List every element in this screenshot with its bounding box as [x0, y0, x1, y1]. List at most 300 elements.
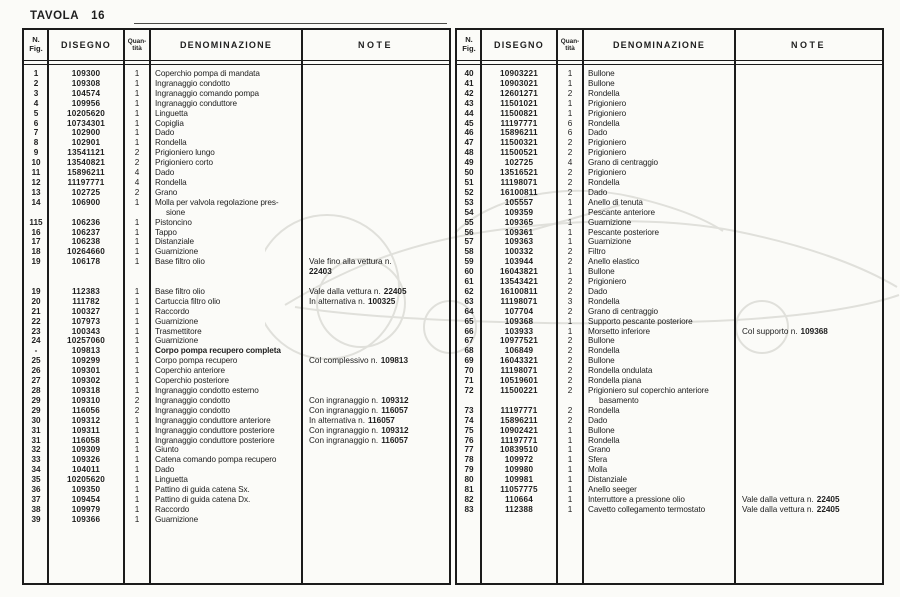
- table-row: [457, 69, 882, 79]
- fig-number-cell: 59: [464, 257, 474, 267]
- table-row: [457, 218, 882, 228]
- header-quantita: Quan- tità: [560, 37, 580, 52]
- note-cell: [302, 188, 449, 198]
- table-row: [457, 465, 882, 475]
- denominazione-cell: Filtro: [588, 247, 606, 257]
- disegno-cell: 102725: [504, 158, 534, 168]
- fig-number-cell: 74: [464, 415, 474, 425]
- table-row: [24, 317, 449, 327]
- table-row: [457, 287, 882, 297]
- note-cell: [735, 128, 882, 138]
- denominazione-cell: Catena comando pompa recupero: [155, 455, 277, 465]
- disegno-cell: 109301: [71, 366, 101, 376]
- quantita-cell: 1: [567, 455, 573, 465]
- note-cell: [735, 99, 882, 109]
- quantita-cell: 1: [134, 88, 140, 98]
- denominazione-cell: Pescante posteriore: [588, 227, 659, 237]
- quantita-cell: 2: [134, 405, 140, 415]
- disegno-cell: 12601271: [499, 88, 539, 98]
- quantita-cell: 1: [134, 98, 140, 108]
- note-cell: Col complessivo n. 109813: [309, 356, 409, 366]
- disegno-cell: 11197771: [500, 435, 538, 445]
- disegno-cell: 105557: [504, 197, 534, 207]
- note-cell: [302, 475, 449, 485]
- note-cell: [302, 69, 449, 79]
- denominazione-cell: Tappo: [155, 227, 177, 237]
- denominazione-cell: Pattino di guida catena Dx.: [155, 494, 251, 504]
- quantita-cell: 2: [567, 415, 573, 425]
- table-row: [24, 376, 449, 386]
- denominazione-cell: Corpo pompa recupero: [155, 356, 238, 366]
- table-row: [457, 99, 882, 109]
- fig-number-cell: 40: [464, 69, 474, 78]
- disegno-cell: 109312: [71, 415, 101, 425]
- fig-number-cell: 70: [464, 366, 474, 376]
- table-row: [457, 406, 882, 416]
- denominazione-cell: Prigioniero: [588, 138, 627, 148]
- header-fig: N. Fig.: [462, 35, 476, 53]
- table-row: [24, 336, 449, 346]
- note-cell: [302, 465, 449, 475]
- table-row: [457, 79, 882, 89]
- fig-number-cell: 57: [464, 237, 474, 247]
- denominazione-cell: Coperchio pompa di mandata: [155, 69, 260, 78]
- column-divider: [734, 30, 736, 583]
- quantita-cell: 1: [134, 445, 140, 455]
- fig-number-cell: 33: [31, 455, 41, 465]
- fig-number-cell: 29: [31, 395, 41, 405]
- table-row: [457, 376, 882, 386]
- quantita-cell: 1: [134, 78, 140, 88]
- fig-number-cell: 48: [464, 148, 474, 158]
- disegno-cell: 100327: [71, 306, 101, 316]
- note-cell: [302, 99, 449, 109]
- note-cell: [735, 178, 882, 188]
- table-row: [24, 366, 449, 376]
- disegno-cell: 10977521: [499, 336, 539, 346]
- note-cell: Con ingranaggio n. 116057: [309, 405, 409, 415]
- quantita-cell: 2: [567, 148, 573, 158]
- disegno-cell: 16043321: [499, 356, 539, 366]
- table-row: [24, 455, 449, 465]
- quantita-cell: 1: [567, 425, 573, 435]
- table-row: [457, 495, 882, 505]
- fig-number-cell: 77: [464, 445, 474, 455]
- table-row: [24, 515, 449, 525]
- note-cell: Con ingranaggio n. 109312: [309, 395, 409, 405]
- note-cell: [735, 336, 882, 346]
- note-cell: [735, 376, 882, 386]
- denominazione-cell: Coperchio anteriore: [155, 366, 226, 376]
- disegno-cell: 11198071: [500, 366, 538, 376]
- quantita-cell: 1: [134, 485, 140, 495]
- fig-number-cell: 41: [464, 78, 474, 88]
- fig-number-cell: 5: [33, 108, 39, 118]
- denominazione-cell: Rondella: [588, 88, 620, 98]
- note-cell: [302, 198, 449, 218]
- disegno-cell: 109813: [71, 346, 101, 356]
- quantita-cell: 2: [567, 257, 573, 267]
- quantita-cell: 1: [134, 465, 140, 475]
- fig-number-cell: 71: [464, 376, 474, 386]
- quantita-cell: 2: [567, 346, 573, 356]
- fig-number-cell: 64: [464, 306, 474, 316]
- quantita-cell: 2: [567, 187, 573, 197]
- denominazione-cell: Ingranaggio conduttore: [155, 98, 238, 108]
- note-cell: [735, 287, 882, 297]
- title-rule: [134, 23, 447, 24]
- disegno-cell: 109311: [71, 425, 101, 435]
- table-row: [24, 465, 449, 475]
- quantita-cell: 1: [567, 78, 573, 88]
- quantita-cell: 1: [567, 316, 573, 326]
- fig-number-cell: 20: [31, 296, 41, 306]
- disegno-cell: 112383: [71, 286, 101, 296]
- quantita-cell: 1: [134, 118, 140, 128]
- table-row: [24, 485, 449, 495]
- fig-number-cell: 13: [31, 187, 41, 197]
- disegno-cell: 11500221: [500, 386, 538, 395]
- table-row: [24, 445, 449, 455]
- quantita-cell: 4: [134, 168, 140, 178]
- disegno-cell: 10257060: [66, 336, 106, 346]
- fig-number-cell: 47: [464, 138, 474, 148]
- quantita-cell: 1: [567, 69, 573, 78]
- note-cell: [735, 188, 882, 198]
- header-disegno: DISEGNO: [61, 39, 111, 50]
- fig-number-cell: 115: [29, 217, 43, 227]
- denominazione-cell: Prigioniero lungo: [155, 148, 215, 158]
- note-cell: [302, 158, 449, 168]
- fig-number-cell: 73: [464, 405, 474, 415]
- disegno-cell: 13516521: [499, 168, 539, 178]
- disegno-cell: 112388: [504, 504, 534, 514]
- note-cell: [735, 416, 882, 426]
- quantita-cell: 1: [567, 475, 573, 485]
- denominazione-cell: Ingranaggio conduttore anteriore: [155, 415, 271, 425]
- denominazione-cell: Bullone: [588, 425, 615, 435]
- table-row: [24, 327, 449, 337]
- quantita-cell: 2: [567, 306, 573, 316]
- denominazione-cell: Pescante anteriore: [588, 207, 655, 217]
- disegno-cell: 109981: [504, 475, 534, 485]
- denominazione-cell: Grano di centraggio: [588, 158, 659, 168]
- fig-number-cell: 36: [31, 485, 41, 495]
- disegno-cell: 109956: [71, 98, 101, 108]
- note-cell: In alternativa n. 116057: [309, 415, 395, 425]
- table-row: [457, 109, 882, 119]
- quantita-cell: 1: [567, 267, 573, 277]
- disegno-cell: 11500521: [500, 148, 538, 158]
- fig-number-cell: 82: [464, 494, 474, 504]
- page-title: [30, 10, 105, 22]
- header-note: NOTE: [790, 39, 826, 50]
- denominazione-cell: Rondella: [588, 405, 620, 415]
- disegno-cell: 103933: [504, 326, 534, 336]
- table-row: [457, 89, 882, 99]
- fig-number-cell: 7: [33, 128, 39, 138]
- denominazione-cell: Dado: [588, 415, 608, 425]
- note-cell: [302, 89, 449, 99]
- note-cell: [302, 495, 449, 505]
- denominazione-cell: Cavetto collegamento termostato: [588, 504, 706, 514]
- note-cell: [735, 237, 882, 247]
- quantita-cell: 1: [567, 465, 573, 475]
- disegno-cell: 109359: [504, 207, 534, 217]
- fig-number-cell: 83: [464, 504, 474, 514]
- table-row: [457, 148, 882, 158]
- denominazione-cell: Bullone: [588, 336, 615, 346]
- quantita-cell: 1: [134, 128, 140, 138]
- denominazione-cell: Rondella: [588, 346, 620, 356]
- denominazione-cell: Dado: [588, 128, 608, 138]
- note-cell: [302, 228, 449, 238]
- note-cell: [302, 168, 449, 178]
- denominazione-cell: Rondella: [155, 177, 187, 187]
- disegno-cell: 109972: [504, 455, 534, 465]
- fig-number-cell: 39: [31, 514, 41, 524]
- quantita-cell: 1: [134, 356, 140, 366]
- note-cell: [735, 198, 882, 208]
- quantita-cell: 1: [567, 197, 573, 207]
- table-row: [24, 99, 449, 109]
- table-row: [24, 79, 449, 89]
- disegno-cell: 10734301: [66, 118, 106, 128]
- table-row: [457, 208, 882, 218]
- quantita-cell: 1: [567, 207, 573, 217]
- disegno-cell: 109361: [504, 227, 534, 237]
- quantita-cell: 2: [134, 395, 140, 405]
- fig-number-cell: 28: [31, 385, 41, 395]
- disegno-cell: 109979: [71, 504, 101, 514]
- disegno-cell: 15896211: [500, 415, 538, 425]
- table-row: [24, 188, 449, 198]
- disegno-cell: 102901: [71, 138, 101, 148]
- denominazione-cell: Prigioniero corto: [155, 158, 213, 168]
- quantita-cell: 1: [567, 227, 573, 237]
- quantita-cell: 2: [567, 277, 573, 287]
- note-cell: [735, 485, 882, 495]
- fig-number-cell: 55: [464, 217, 474, 227]
- quantita-cell: 1: [567, 108, 573, 118]
- denominazione-cell: Ingranaggio condotto: [155, 395, 230, 405]
- disegno-cell: 104011: [71, 465, 101, 475]
- disegno-cell: 106178: [71, 257, 101, 267]
- fig-number-cell: 16: [31, 227, 41, 237]
- quantita-cell: 1: [567, 435, 573, 445]
- quantita-cell: 1: [134, 247, 140, 257]
- disegno-cell: 109363: [504, 237, 534, 247]
- denominazione-cell: Rondella: [588, 177, 620, 187]
- quantita-cell: 1: [134, 138, 140, 148]
- denominazione-cell: Grano: [155, 187, 178, 197]
- fig-number-cell: 66: [464, 326, 474, 336]
- quantita-cell: 4: [567, 158, 573, 168]
- column-divider: [556, 30, 558, 583]
- disegno-cell: 111782: [72, 296, 100, 306]
- table-row: [24, 119, 449, 129]
- fig-number-cell: 23: [31, 326, 41, 336]
- denominazione-cell: Dado: [155, 465, 175, 475]
- disegno-cell: 10903021: [499, 78, 539, 88]
- table-row: [457, 228, 882, 238]
- disegno-cell: 106238: [71, 237, 101, 247]
- fig-number-cell: 26: [31, 366, 41, 376]
- table-row: [24, 396, 449, 406]
- table-row: [24, 307, 449, 317]
- table-row: [457, 198, 882, 208]
- fig-number-cell: 42: [464, 88, 474, 98]
- header-denominazione: DENOMINAZIONE: [179, 39, 273, 50]
- denominazione-cell: Cartuccia filtro olio: [155, 296, 221, 306]
- disegno-cell: 103944: [504, 257, 534, 267]
- note-cell: [735, 307, 882, 317]
- denominazione-cell: Grano: [588, 445, 611, 455]
- fig-number-cell: 3: [33, 88, 39, 98]
- note-cell: [302, 515, 449, 525]
- header-quantita: Quan- tità: [127, 37, 147, 52]
- table-row: [457, 416, 882, 426]
- disegno-cell: 107704: [504, 306, 534, 316]
- note-cell: [735, 297, 882, 307]
- quantita-cell: 1: [567, 237, 573, 247]
- denominazione-cell: Bullone: [588, 78, 615, 88]
- quantita-cell: 2: [134, 148, 140, 158]
- disegno-cell: 109366: [71, 514, 101, 524]
- header-denominazione: DENOMINAZIONE: [612, 39, 706, 50]
- quantita-cell: 2: [134, 158, 140, 168]
- note-cell: [735, 366, 882, 376]
- disegno-cell: 11500321: [500, 138, 538, 148]
- fig-number-cell: 11: [31, 168, 41, 178]
- disegno-cell: 106236: [71, 217, 101, 227]
- denominazione-cell: Raccordo: [155, 504, 190, 514]
- fig-number-cell: 6: [33, 118, 39, 128]
- table-row: [24, 257, 449, 277]
- note-cell: [735, 168, 882, 178]
- parts-table-right: [455, 28, 884, 585]
- fig-number-cell: 56: [464, 227, 474, 237]
- denominazione-cell: Anello di tenuta: [588, 197, 643, 207]
- denominazione-cell: Giunto: [155, 445, 179, 455]
- table-row: [24, 198, 449, 218]
- quantita-cell: 1: [134, 366, 140, 376]
- table-row: [24, 138, 449, 148]
- note-cell: [735, 386, 882, 406]
- note-cell: [302, 485, 449, 495]
- note-cell: [735, 445, 882, 455]
- fig-number-cell: 30: [31, 415, 41, 425]
- table-row: [457, 336, 882, 346]
- disegno-cell: 106237: [71, 227, 101, 237]
- quantita-cell: 2: [567, 366, 573, 376]
- disegno-cell: 104574: [71, 88, 101, 98]
- quantita-cell: 2: [567, 88, 573, 98]
- note-cell: Vale dalla vettura n. 22405: [309, 286, 407, 296]
- note-cell: [735, 406, 882, 416]
- column-divider: [47, 30, 49, 583]
- disegno-cell: 109980: [504, 465, 534, 475]
- denominazione-cell: Rondella: [155, 138, 187, 148]
- disegno-cell: 13543421: [499, 277, 539, 287]
- quantita-cell: 2: [567, 138, 573, 148]
- table-row: [24, 297, 449, 307]
- disegno-cell: 15896211: [500, 128, 538, 138]
- denominazione-cell: Prigioniero: [588, 277, 627, 287]
- denominazione-cell: Distanziale: [155, 237, 194, 247]
- denominazione-cell: Pattino di guida catena Sx.: [155, 485, 250, 495]
- disegno-cell: 11197771: [67, 177, 105, 187]
- denominazione-cell: Bullone: [588, 267, 615, 277]
- denominazione-cell: Ingranaggio comando pompa: [155, 88, 260, 98]
- note-cell: [302, 307, 449, 317]
- quantita-cell: 1: [567, 485, 573, 495]
- denominazione-cell: Trasmettitore: [155, 326, 202, 336]
- column-divider: [582, 30, 584, 583]
- fig-number-cell: 25: [31, 356, 41, 366]
- quantita-cell: 1: [134, 197, 140, 207]
- disegno-cell: 11501021: [500, 98, 538, 108]
- table-row: [457, 188, 882, 198]
- denominazione-cell: Base filtro olio: [155, 286, 205, 296]
- fig-number-cell: 78: [464, 455, 474, 465]
- disegno-cell: 102725: [71, 187, 101, 197]
- table-row: [24, 69, 449, 79]
- note-cell: [735, 158, 882, 168]
- quantita-cell: 1: [134, 336, 140, 346]
- table-row: [24, 158, 449, 168]
- table-row: [24, 109, 449, 119]
- disegno-cell: 102900: [71, 128, 101, 138]
- quantita-cell: 1: [134, 415, 140, 425]
- quantita-cell: 2: [567, 286, 573, 296]
- quantita-cell: 2: [567, 168, 573, 178]
- note-cell: [302, 317, 449, 327]
- quantita-cell: 1: [134, 475, 140, 485]
- table-row: [457, 158, 882, 168]
- denominazione-cell: Anello seeger: [588, 485, 637, 495]
- fig-number-cell: 76: [464, 435, 474, 445]
- note-cell: [302, 109, 449, 119]
- disegno-cell: 11198071: [500, 296, 538, 306]
- quantita-cell: 1: [567, 98, 573, 108]
- fig-number-cell: 21: [31, 306, 41, 316]
- quantita-cell: 1: [134, 316, 140, 326]
- fig-number-cell: 49: [464, 158, 474, 168]
- denominazione-cell: Copiglia: [155, 118, 184, 128]
- note-cell: Vale dalla vettura n. 22405: [742, 504, 840, 514]
- quantita-cell: 1: [134, 514, 140, 524]
- denominazione-cell: Molla per valvola regolazione pres- sione: [155, 197, 279, 217]
- table-row: [24, 386, 449, 396]
- note-cell: Con ingranaggio n. 116057: [309, 435, 409, 445]
- quantita-cell: 1: [134, 227, 140, 237]
- quantita-cell: 1: [134, 257, 140, 267]
- header-disegno: DISEGNO: [494, 39, 544, 50]
- disegno-cell: 11057775: [500, 485, 538, 495]
- table-row: [24, 247, 449, 257]
- denominazione-cell: Dado: [588, 286, 608, 296]
- quantita-cell: 2: [134, 187, 140, 197]
- fig-number-cell: 22: [31, 316, 41, 326]
- quantita-cell: 1: [567, 494, 573, 504]
- fig-number-cell: 51: [464, 177, 474, 187]
- note-cell: [735, 138, 882, 148]
- quantita-cell: 1: [134, 286, 140, 296]
- quantita-cell: 1: [134, 306, 140, 316]
- disegno-cell: 109300: [71, 69, 101, 78]
- table-row: [457, 426, 882, 436]
